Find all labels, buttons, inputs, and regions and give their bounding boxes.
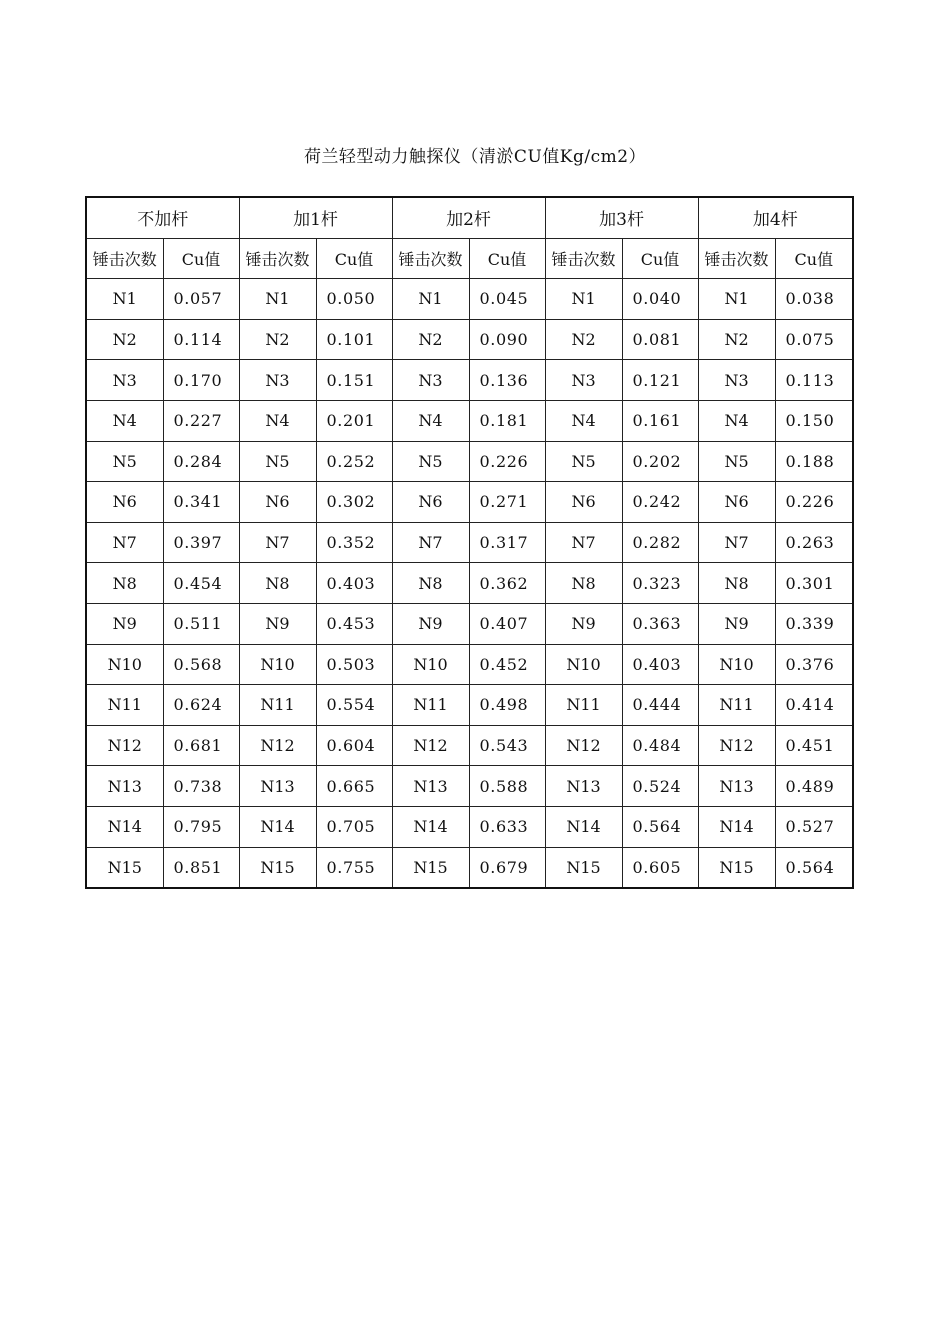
- hit-count-cell: N12: [698, 725, 775, 766]
- hit-count-cell: N8: [698, 563, 775, 604]
- column-header-value: Cu值: [163, 238, 239, 279]
- hit-count-cell: N5: [86, 441, 163, 482]
- hit-count-cell: N7: [545, 522, 622, 563]
- cu-value-cell: 0.081: [622, 319, 698, 360]
- cu-value-cell: 0.605: [622, 847, 698, 888]
- column-header-value: Cu值: [316, 238, 392, 279]
- column-header-count: 锤击次数: [86, 238, 163, 279]
- cu-value-cell: 0.339: [775, 603, 853, 644]
- hit-count-cell: N15: [392, 847, 469, 888]
- table-row: [86, 522, 853, 563]
- cu-value-cell: 0.564: [775, 847, 853, 888]
- cu-value-cell: 0.403: [622, 644, 698, 685]
- hit-count-cell: N3: [545, 360, 622, 401]
- hit-count-cell: N10: [86, 644, 163, 685]
- hit-count-cell: N10: [239, 644, 316, 685]
- hit-count-cell: N14: [86, 806, 163, 847]
- cu-value-cell: 0.226: [469, 441, 545, 482]
- cu-value-cell: 0.444: [622, 685, 698, 726]
- hit-count-cell: N6: [86, 482, 163, 523]
- hit-count-cell: N15: [86, 847, 163, 888]
- cu-value-cell: 0.150: [775, 400, 853, 441]
- cu-value-cell: 0.604: [316, 725, 392, 766]
- cu-value-cell: 0.484: [622, 725, 698, 766]
- hit-count-cell: N13: [239, 766, 316, 807]
- hit-count-cell: N2: [239, 319, 316, 360]
- cu-value-cell: 0.302: [316, 482, 392, 523]
- cu-value-cell: 0.323: [622, 563, 698, 604]
- cu-value-cell: 0.284: [163, 441, 239, 482]
- hit-count-cell: N8: [392, 563, 469, 604]
- hit-count-cell: N7: [698, 522, 775, 563]
- cu-value-cell: 0.624: [163, 685, 239, 726]
- cu-value-cell: 0.679: [469, 847, 545, 888]
- cu-value-cell: 0.564: [622, 806, 698, 847]
- cu-value-cell: 0.201: [316, 400, 392, 441]
- cu-value-cell: 0.352: [316, 522, 392, 563]
- cu-value-cell: 0.376: [775, 644, 853, 685]
- cu-value-cell: 0.263: [775, 522, 853, 563]
- table-row: [86, 441, 853, 482]
- hit-count-cell: N12: [392, 725, 469, 766]
- hit-count-cell: N5: [392, 441, 469, 482]
- cu-value-cell: 0.568: [163, 644, 239, 685]
- cu-value-cell: 0.301: [775, 563, 853, 604]
- column-header-count: 锤击次数: [545, 238, 622, 279]
- cu-value-cell: 0.090: [469, 319, 545, 360]
- cu-value-cell: 0.040: [622, 279, 698, 320]
- cu-value-cell: 0.282: [622, 522, 698, 563]
- column-header-count: 锤击次数: [239, 238, 316, 279]
- cu-value-table: [85, 196, 854, 889]
- table-row: [86, 319, 853, 360]
- cu-value-cell: 0.363: [622, 603, 698, 644]
- table-row: [86, 644, 853, 685]
- table-row: [86, 360, 853, 401]
- table-body: [86, 197, 853, 888]
- hit-count-cell: N11: [392, 685, 469, 726]
- cu-value-cell: 0.151: [316, 360, 392, 401]
- cu-value-cell: 0.452: [469, 644, 545, 685]
- group-header: 加1杆: [239, 197, 392, 238]
- cu-value-cell: 0.161: [622, 400, 698, 441]
- cu-value-cell: 0.755: [316, 847, 392, 888]
- cu-value-cell: 0.705: [316, 806, 392, 847]
- cu-value-cell: 0.665: [316, 766, 392, 807]
- cu-value-cell: 0.341: [163, 482, 239, 523]
- hit-count-cell: N13: [86, 766, 163, 807]
- hit-count-cell: N6: [545, 482, 622, 523]
- hit-count-cell: N14: [698, 806, 775, 847]
- hit-count-cell: N2: [545, 319, 622, 360]
- hit-count-cell: N3: [239, 360, 316, 401]
- hit-count-cell: N5: [545, 441, 622, 482]
- hit-count-cell: N4: [86, 400, 163, 441]
- hit-count-cell: N5: [239, 441, 316, 482]
- hit-count-cell: N15: [239, 847, 316, 888]
- hit-count-cell: N1: [545, 279, 622, 320]
- hit-count-cell: N7: [86, 522, 163, 563]
- hit-count-cell: N4: [392, 400, 469, 441]
- table-row: [86, 563, 853, 604]
- cu-value-cell: 0.403: [316, 563, 392, 604]
- cu-value-cell: 0.511: [163, 603, 239, 644]
- table-row: [86, 603, 853, 644]
- hit-count-cell: N8: [86, 563, 163, 604]
- cu-value-cell: 0.527: [775, 806, 853, 847]
- cu-value-cell: 0.170: [163, 360, 239, 401]
- hit-count-cell: N4: [698, 400, 775, 441]
- cu-value-cell: 0.136: [469, 360, 545, 401]
- hit-count-cell: N9: [545, 603, 622, 644]
- hit-count-cell: N13: [545, 766, 622, 807]
- hit-count-cell: N8: [545, 563, 622, 604]
- cu-value-cell: 0.489: [775, 766, 853, 807]
- cu-value-cell: 0.633: [469, 806, 545, 847]
- hit-count-cell: N10: [545, 644, 622, 685]
- hit-count-cell: N14: [545, 806, 622, 847]
- hit-count-cell: N3: [698, 360, 775, 401]
- hit-count-cell: N14: [392, 806, 469, 847]
- hit-count-cell: N1: [239, 279, 316, 320]
- column-header-value: Cu值: [622, 238, 698, 279]
- hit-count-cell: N6: [239, 482, 316, 523]
- cu-value-cell: 0.050: [316, 279, 392, 320]
- hit-count-cell: N8: [239, 563, 316, 604]
- cu-value-cell: 0.414: [775, 685, 853, 726]
- hit-count-cell: N11: [698, 685, 775, 726]
- group-header: 加2杆: [392, 197, 545, 238]
- cu-value-cell: 0.317: [469, 522, 545, 563]
- cu-value-cell: 0.227: [163, 400, 239, 441]
- hit-count-cell: N9: [86, 603, 163, 644]
- hit-count-cell: N14: [239, 806, 316, 847]
- cu-value-cell: 0.226: [775, 482, 853, 523]
- cu-value-cell: 0.038: [775, 279, 853, 320]
- hit-count-cell: N2: [392, 319, 469, 360]
- cu-value-cell: 0.851: [163, 847, 239, 888]
- cu-value-cell: 0.503: [316, 644, 392, 685]
- hit-count-cell: N13: [698, 766, 775, 807]
- sub-header-row: [86, 238, 853, 279]
- cu-value-cell: 0.113: [775, 360, 853, 401]
- table-row: [86, 766, 853, 807]
- cu-value-cell: 0.188: [775, 441, 853, 482]
- hit-count-cell: N1: [392, 279, 469, 320]
- hit-count-cell: N10: [392, 644, 469, 685]
- cu-value-cell: 0.362: [469, 563, 545, 604]
- hit-count-cell: N2: [698, 319, 775, 360]
- hit-count-cell: N2: [86, 319, 163, 360]
- cu-value-cell: 0.681: [163, 725, 239, 766]
- cu-value-cell: 0.397: [163, 522, 239, 563]
- hit-count-cell: N4: [239, 400, 316, 441]
- hit-count-cell: N3: [392, 360, 469, 401]
- hit-count-cell: N12: [239, 725, 316, 766]
- cu-value-cell: 0.271: [469, 482, 545, 523]
- hit-count-cell: N9: [392, 603, 469, 644]
- cu-value-cell: 0.498: [469, 685, 545, 726]
- table-row: [86, 482, 853, 523]
- cu-value-cell: 0.045: [469, 279, 545, 320]
- hit-count-cell: N4: [545, 400, 622, 441]
- cu-value-cell: 0.588: [469, 766, 545, 807]
- hit-count-cell: N10: [698, 644, 775, 685]
- hit-count-cell: N5: [698, 441, 775, 482]
- hit-count-cell: N12: [86, 725, 163, 766]
- column-header-value: Cu值: [775, 238, 853, 279]
- cu-value-cell: 0.057: [163, 279, 239, 320]
- hit-count-cell: N11: [239, 685, 316, 726]
- hit-count-cell: N3: [86, 360, 163, 401]
- cu-value-cell: 0.554: [316, 685, 392, 726]
- group-header: 加4杆: [698, 197, 853, 238]
- cu-value-cell: 0.242: [622, 482, 698, 523]
- cu-value-cell: 0.524: [622, 766, 698, 807]
- table-row: [86, 685, 853, 726]
- hit-count-cell: N13: [392, 766, 469, 807]
- hit-count-cell: N7: [392, 522, 469, 563]
- cu-value-cell: 0.795: [163, 806, 239, 847]
- column-header-count: 锤击次数: [698, 238, 775, 279]
- hit-count-cell: N9: [239, 603, 316, 644]
- cu-value-cell: 0.738: [163, 766, 239, 807]
- table-row: [86, 400, 853, 441]
- table-row: [86, 725, 853, 766]
- cu-value-cell: 0.075: [775, 319, 853, 360]
- group-header-row: [86, 197, 853, 238]
- cu-value-cell: 0.252: [316, 441, 392, 482]
- cu-value-cell: 0.121: [622, 360, 698, 401]
- cu-value-cell: 0.453: [316, 603, 392, 644]
- hit-count-cell: N7: [239, 522, 316, 563]
- column-header-value: Cu值: [469, 238, 545, 279]
- hit-count-cell: N15: [698, 847, 775, 888]
- hit-count-cell: N15: [545, 847, 622, 888]
- cu-value-cell: 0.454: [163, 563, 239, 604]
- hit-count-cell: N9: [698, 603, 775, 644]
- document-title: 荷兰轻型动力触探仪（清淤CU值Kg/cm2）: [303, 147, 647, 167]
- cu-value-cell: 0.101: [316, 319, 392, 360]
- cu-value-cell: 0.114: [163, 319, 239, 360]
- group-header: 不加杆: [86, 197, 239, 238]
- cu-value-cell: 0.407: [469, 603, 545, 644]
- cu-value-cell: 0.202: [622, 441, 698, 482]
- cu-value-cell: 0.543: [469, 725, 545, 766]
- hit-count-cell: N6: [392, 482, 469, 523]
- hit-count-cell: N6: [698, 482, 775, 523]
- table-row: [86, 847, 853, 888]
- hit-count-cell: N11: [86, 685, 163, 726]
- hit-count-cell: N1: [86, 279, 163, 320]
- table-row: [86, 806, 853, 847]
- hit-count-cell: N12: [545, 725, 622, 766]
- group-header: 加3杆: [545, 197, 698, 238]
- table-row: [86, 279, 853, 320]
- cu-value-cell: 0.181: [469, 400, 545, 441]
- column-header-count: 锤击次数: [392, 238, 469, 279]
- hit-count-cell: N11: [545, 685, 622, 726]
- hit-count-cell: N1: [698, 279, 775, 320]
- cu-value-cell: 0.451: [775, 725, 853, 766]
